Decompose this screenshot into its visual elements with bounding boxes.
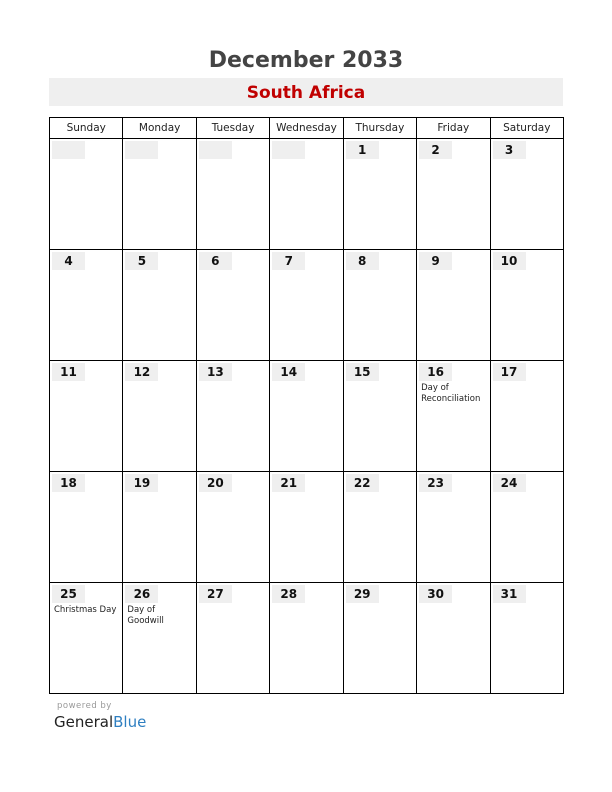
week-row xyxy=(50,250,564,361)
empty-day-marker xyxy=(125,141,158,159)
day-cell xyxy=(417,472,490,583)
day-cell xyxy=(123,472,196,583)
day-number: 16 xyxy=(419,363,452,381)
calendar-title: December 2033 xyxy=(208,48,404,73)
day-cell xyxy=(50,583,123,694)
day-cell xyxy=(123,139,196,250)
weekday-header: Wednesday xyxy=(270,118,343,139)
day-cell xyxy=(50,139,123,250)
weekday-header: Monday xyxy=(123,118,196,139)
day-cell xyxy=(196,583,269,694)
empty-day-marker xyxy=(199,141,232,159)
day-cell xyxy=(50,472,123,583)
day-cell xyxy=(490,583,563,694)
empty-day-marker xyxy=(52,141,85,159)
day-number: 21 xyxy=(272,474,305,492)
brand-logo[interactable] xyxy=(54,713,146,731)
day-number: 19 xyxy=(125,474,158,492)
day-number: 7 xyxy=(272,252,305,270)
holiday-label: Day of Goodwill xyxy=(127,605,164,626)
day-cell xyxy=(417,250,490,361)
day-cell xyxy=(196,472,269,583)
country-banner xyxy=(49,78,563,106)
weekday-header: Thursday xyxy=(343,118,416,139)
day-number: 15 xyxy=(346,363,379,381)
day-number: 22 xyxy=(346,474,379,492)
day-cell xyxy=(196,250,269,361)
week-row xyxy=(50,472,564,583)
week-row xyxy=(50,139,564,250)
calendar-grid xyxy=(49,117,564,694)
day-number: 3 xyxy=(493,141,526,159)
day-cell xyxy=(343,583,416,694)
holiday-label: Christmas Day xyxy=(54,605,117,615)
day-number: 17 xyxy=(493,363,526,381)
day-cell xyxy=(343,472,416,583)
day-cell xyxy=(270,139,343,250)
weekday-header-row xyxy=(50,118,564,139)
day-cell xyxy=(50,361,123,472)
day-cell xyxy=(270,361,343,472)
day-number: 10 xyxy=(493,252,526,270)
day-cell xyxy=(123,583,196,694)
day-number: 9 xyxy=(419,252,452,270)
day-number: 5 xyxy=(125,252,158,270)
day-number: 23 xyxy=(419,474,452,492)
day-number: 30 xyxy=(419,585,452,603)
day-cell xyxy=(196,361,269,472)
day-cell xyxy=(343,361,416,472)
day-cell xyxy=(343,250,416,361)
weekday-header: Tuesday xyxy=(196,118,269,139)
day-number: 14 xyxy=(272,363,305,381)
day-cell xyxy=(270,250,343,361)
empty-day-marker xyxy=(272,141,305,159)
day-cell xyxy=(196,139,269,250)
week-row xyxy=(50,361,564,472)
day-number: 8 xyxy=(346,252,379,270)
day-cell xyxy=(270,472,343,583)
holiday-label: Day of Reconciliation xyxy=(421,383,481,404)
day-cell xyxy=(490,361,563,472)
week-row xyxy=(50,583,564,694)
day-cell xyxy=(123,250,196,361)
day-number: 13 xyxy=(199,363,232,381)
day-number: 24 xyxy=(493,474,526,492)
day-number: 31 xyxy=(493,585,526,603)
day-number: 12 xyxy=(125,363,158,381)
day-number: 11 xyxy=(52,363,85,381)
day-number: 26 xyxy=(125,585,158,603)
day-number: 18 xyxy=(52,474,85,492)
day-cell xyxy=(270,583,343,694)
day-cell xyxy=(490,250,563,361)
day-number: 27 xyxy=(199,585,232,603)
country-name: South Africa xyxy=(246,83,366,103)
weekday-header: Sunday xyxy=(50,118,123,139)
day-number: 6 xyxy=(199,252,232,270)
day-number: 1 xyxy=(346,141,379,159)
brand-name-blue: Blue xyxy=(113,713,147,731)
brand-name-general: General xyxy=(54,713,114,731)
day-cell xyxy=(417,139,490,250)
day-cell xyxy=(50,250,123,361)
weekday-header: Friday xyxy=(417,118,490,139)
day-number: 2 xyxy=(419,141,452,159)
day-cell xyxy=(123,361,196,472)
day-cell xyxy=(343,139,416,250)
day-cell xyxy=(490,139,563,250)
weekday-header: Saturday xyxy=(490,118,563,139)
day-cell xyxy=(417,361,490,472)
day-number: 28 xyxy=(272,585,305,603)
day-number: 4 xyxy=(52,252,85,270)
day-cell xyxy=(490,472,563,583)
day-cell xyxy=(417,583,490,694)
day-number: 25 xyxy=(52,585,85,603)
powered-by-text: powered by xyxy=(57,701,112,711)
day-number: 29 xyxy=(346,585,379,603)
day-number: 20 xyxy=(199,474,232,492)
